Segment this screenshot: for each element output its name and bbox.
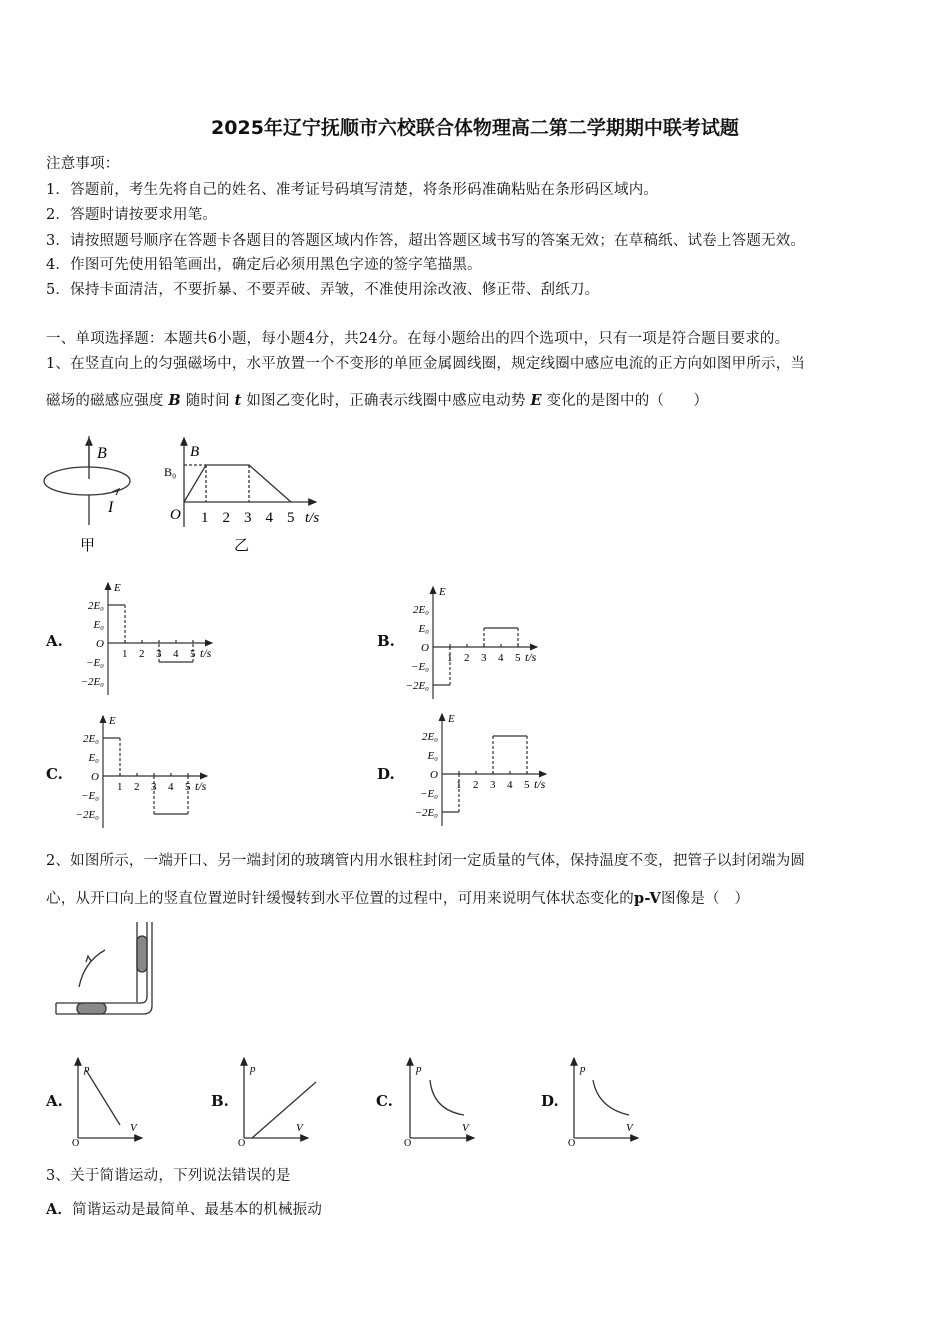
axis-label-t: t/s [305,510,320,526]
y-tick-label: 2E₀ [421,731,438,743]
figure-jia-loop [44,436,130,525]
q2-stem-line2 [46,887,749,908]
notice-item: 5．保持卡面清洁，不要折暴、不要弄破、弄皱，不准使用涂改液、修正带、刮纸刀。 [46,282,600,298]
v-label: V [130,1122,137,1134]
origin-label: O [568,1138,576,1149]
glass-tube-figure [56,922,152,1014]
label-I: I [108,499,114,516]
tick-label: 3 [244,510,252,526]
q2-option-d-label[interactable]: D. [541,1092,559,1110]
notice-item: 3．请按照题号顺序在答题卡各题目的答题区域内作答，超出答题区域书写的答案无效；在草稿纸、试卷上答题无效。 [46,233,806,249]
q2-option-c-label[interactable]: C. [376,1092,393,1110]
tick-label: 5 [287,510,295,526]
v-label: V [626,1122,633,1134]
p-label: p [250,1063,256,1075]
label-B0: B₀ [164,465,177,479]
e-t-graph-option-c [103,716,207,828]
origin-label: O [170,507,181,523]
x-tick-label: 3 [481,652,487,664]
y-tick-label: O [96,638,104,650]
x-tick-label: 5 [524,779,530,791]
x-tick-label: 4 [507,779,513,791]
e-t-graph-option-a [108,583,212,695]
q1-option-b-label[interactable]: B. [377,632,395,650]
y-tick-label: −2E₀ [414,807,438,819]
y-tick-label: E₀ [93,619,104,631]
p-label: p [416,1063,422,1075]
text: 磁场的磁感应强度 [46,393,169,409]
y-tick-label: −E₀ [411,661,429,673]
state-curve [86,1070,120,1125]
caption-jia: 甲 [80,538,96,554]
y-tick-label: −E₀ [86,657,104,669]
axis-label-B: B [190,444,200,460]
option-label: A． [46,1201,73,1218]
axis-label-t: t/s [200,646,212,660]
state-curve [430,1080,464,1115]
text: 如图乙变化时，正确表示线圈中感应电动势 [241,393,531,409]
x-tick-label: 3 [151,781,157,793]
axis-label-E: E [448,713,455,725]
x-tick-label: 5 [515,652,521,664]
x-tick-label: 5 [185,781,191,793]
q2-option-b-label[interactable]: B. [211,1092,229,1110]
origin-label: O [72,1138,80,1149]
y-tick-label: E₀ [418,623,429,635]
x-tick-label: 2 [473,779,479,791]
text: 心，从开口向上的竖直位置逆时针缓慢转到水平位置的过程中，可用来说明气体状态变化的 [46,891,634,907]
x-tick-label: 1 [456,779,462,791]
v-label: V [462,1122,469,1134]
x-tick-label: 2 [134,781,140,793]
option-text: 简谐运动是最简单、最基本的机械振动 [72,1202,323,1218]
x-tick-label: 4 [498,652,504,664]
p-label: p [580,1063,586,1075]
symbol-E: E [530,392,542,409]
y-tick-label: O [421,642,429,654]
y-tick-label: 2E₀ [412,604,429,616]
y-tick-label: −E₀ [420,788,438,800]
caption-yi: 乙 [234,538,250,554]
x-tick-label: 1 [447,652,453,664]
pv-term: p-V [634,890,661,907]
q1-stem-line1: 1、在竖直向上的匀强磁场中，水平放置一个不变形的单匝金属圆线圈，规定线圈中感应电流的正方向如图甲所示，当 [46,356,806,372]
v-label: V [296,1122,303,1134]
e-t-graph-option-d [442,714,546,826]
label-B: B [97,445,107,462]
y-tick-label: 2E₀ [87,600,104,612]
axis-label-t: t/s [525,650,537,664]
q3-stem: 3、关于简谐运动，下列说法错误的是 [46,1168,291,1184]
q1-option-d-label[interactable]: D. [377,765,395,783]
x-tick-label: 3 [156,648,162,660]
symbol-B: B [168,392,181,409]
x-tick-label: 2 [139,648,145,660]
tick-label: 1 [201,510,209,526]
origin-label: O [404,1138,412,1149]
y-tick-label: −2E₀ [75,809,99,821]
text: 图像是（ ） [660,891,750,907]
notice-item: 1．答题前，考生先将自己的姓名、准考证号码填写清楚，将条形码准确粘贴在条形码区域内。 [46,182,659,198]
axis-label-E: E [109,715,116,727]
x-tick-label: 3 [490,779,496,791]
axis-label-E: E [114,582,121,594]
x-tick-label: 4 [173,648,179,660]
y-tick-label: O [91,771,99,783]
y-tick-label: E₀ [88,752,99,764]
text: 变化的是图中的（ ） [541,393,709,409]
x-tick-label: 1 [117,781,123,793]
q1-option-a-label[interactable]: A. [46,632,63,650]
y-tick-label: E₀ [427,750,438,762]
origin-label: O [238,1138,246,1149]
x-tick-label: 4 [168,781,174,793]
page-title: 2025年辽宁抚顺市六校联合体物理高二第二学期期中联考试题 [211,117,739,139]
notice-item: 4．作图可先使用铅笔画出，确定后必须用黑色字迹的签字笔描黑。 [46,257,482,273]
y-tick-label: 2E₀ [82,733,99,745]
tick-label: 4 [265,510,273,526]
state-curve [593,1080,629,1115]
notice-heading: 注意事项： [46,156,120,172]
x-tick-label: 2 [464,652,470,664]
q1-option-c-label[interactable]: C. [46,765,63,783]
y-tick-label: −2E₀ [80,676,104,688]
text: 随时间 [180,393,235,409]
symbol-t: t [234,392,242,409]
notice-item: 2．答题时请按要求用笔。 [46,207,218,223]
section-heading: 一、单项选择题：本题共6小题，每小题4分，共24分。在每小题给出的四个选项中，只有一项是符合题目要求的。 [46,331,790,347]
y-tick-label: −2E₀ [405,680,429,692]
y-tick-label: O [430,769,438,781]
state-curve [252,1082,316,1138]
q3-option-a[interactable] [46,1198,322,1219]
x-tick-label: 1 [122,648,128,660]
tick-label: 2 [222,510,230,526]
x-tick-label: 5 [190,648,196,660]
axis-label-t: t/s [534,777,546,791]
p-label: p [84,1063,90,1075]
e-t-graph-option-b [433,587,537,699]
axis-label-E: E [439,586,446,598]
y-tick-label: −E₀ [81,790,99,802]
q2-option-a-label[interactable]: A. [46,1092,63,1110]
axis-label-t: t/s [195,779,207,793]
q2-stem-line1: 2、如图所示，一端开口、另一端封闭的玻璃管内用水银柱封闭一定质量的气体，保持温度不变，把管子以封闭端为圆 [46,853,806,869]
